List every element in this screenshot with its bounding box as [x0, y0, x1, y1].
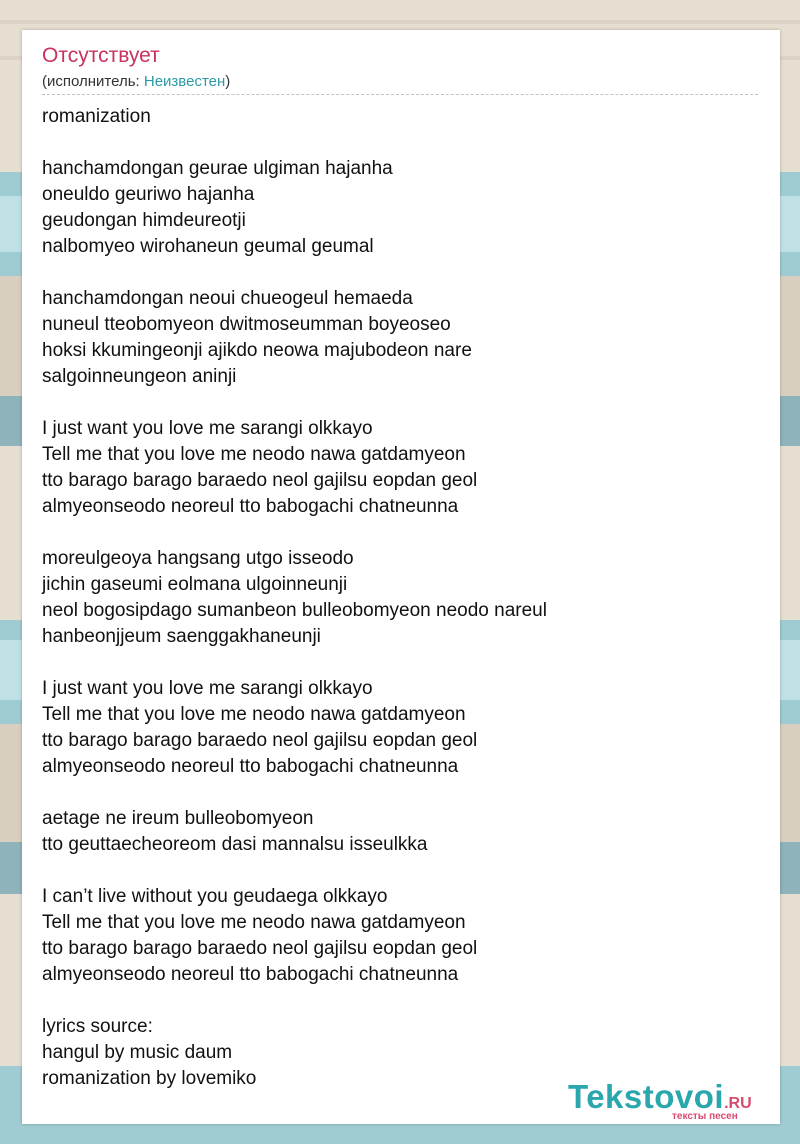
lyric-line: hangul by music daum — [42, 1042, 233, 1063]
lyric-line: almyeonseodo neoreul tto babogachi chatneunna — [42, 756, 459, 777]
lyric-line: hoksi kkumingeonji ajikdo neowa majubodeon nare — [42, 340, 472, 361]
stanza-gap — [42, 780, 758, 806]
logo-main-text: Tekstovoi — [568, 1078, 725, 1115]
lyric-line: Tell me that you love me neodo nawa gatdamyeon — [42, 704, 466, 725]
lyric-line: I just want you love me sarangi olkkayo — [42, 678, 373, 699]
lyric-line: hanbeonjjeum saenggakhaneunji — [42, 626, 321, 647]
artist-line — [42, 73, 230, 90]
lyric-line: moreulgeoya hangsang utgo isseodo — [42, 548, 354, 569]
lyric-line: almyeonseodo neoreul tto babogachi chatneunna — [42, 496, 459, 517]
stanza-gap — [42, 260, 758, 286]
lyric-line: tto barago barago baraedo neol gajilsu eopdan geol — [42, 470, 478, 491]
lyric-line: aetage ne ireum bulleobomyeon — [42, 808, 314, 829]
lyric-line: tto barago barago baraedo neol gajilsu eopdan geol — [42, 938, 478, 959]
lyric-line: lyrics source: — [42, 1016, 153, 1037]
lyric-line: geudongan himdeureotji — [42, 210, 246, 231]
lyric-line: romanization by lovemiko — [42, 1068, 257, 1089]
artist-prefix: (исполнитель: — [42, 73, 144, 90]
lyric-line: nuneul tteobomyeon dwitmoseumman boyeoseo — [42, 314, 451, 335]
stanza-gap — [42, 390, 758, 416]
lyric-line: romanization — [42, 106, 151, 127]
lyric-line: tto barago barago baraedo neol gajilsu eopdan geol — [42, 730, 478, 751]
logo-subtitle: тексты песен — [672, 1111, 738, 1122]
site-logo[interactable] — [568, 1078, 778, 1122]
artist-suffix: ) — [225, 73, 231, 90]
stanza-gap — [42, 130, 758, 156]
lyric-line: neol bogosipdago sumanbeon bulleobomyeon neodo nareul — [42, 600, 547, 621]
lyric-line: tto geuttaecheoreom dasi mannalsu isseulkka — [42, 834, 428, 855]
lyric-line: Tell me that you love me neodo nawa gatdamyeon — [42, 912, 466, 933]
lyric-line: I just want you love me sarangi olkkayo — [42, 418, 373, 439]
stanza-gap — [42, 650, 758, 676]
lyric-line: oneuldo geuriwo hajanha — [42, 184, 255, 205]
stanza-gap — [42, 520, 758, 546]
lyrics-body — [42, 104, 758, 1092]
lyric-line: salgoinneungeon aninji — [42, 366, 237, 387]
artist-link[interactable]: Неизвестен — [143, 73, 226, 90]
song-title: Отсутствует — [42, 44, 160, 67]
stanza-gap — [42, 988, 758, 1014]
lyric-line: jichin gaseumi eolmana ulgoinneunji — [42, 574, 348, 595]
stanza-gap — [42, 858, 758, 884]
logo-tld: .RU — [724, 1095, 752, 1112]
lyric-line: hanchamdongan geurae ulgiman hajanha — [42, 158, 393, 179]
lyric-line: hanchamdongan neoui chueogeul hemaeda — [42, 288, 413, 309]
song-header — [42, 42, 758, 95]
lyrics-card — [22, 30, 780, 1124]
lyric-line: almyeonseodo neoreul tto babogachi chatneunna — [42, 964, 459, 985]
lyric-line: Tell me that you love me neodo nawa gatdamyeon — [42, 444, 466, 465]
lyric-line: nalbomyeo wirohaneun geumal geumal — [42, 236, 374, 257]
lyric-line: I can’t live without you geudaega olkkayo — [42, 886, 388, 907]
